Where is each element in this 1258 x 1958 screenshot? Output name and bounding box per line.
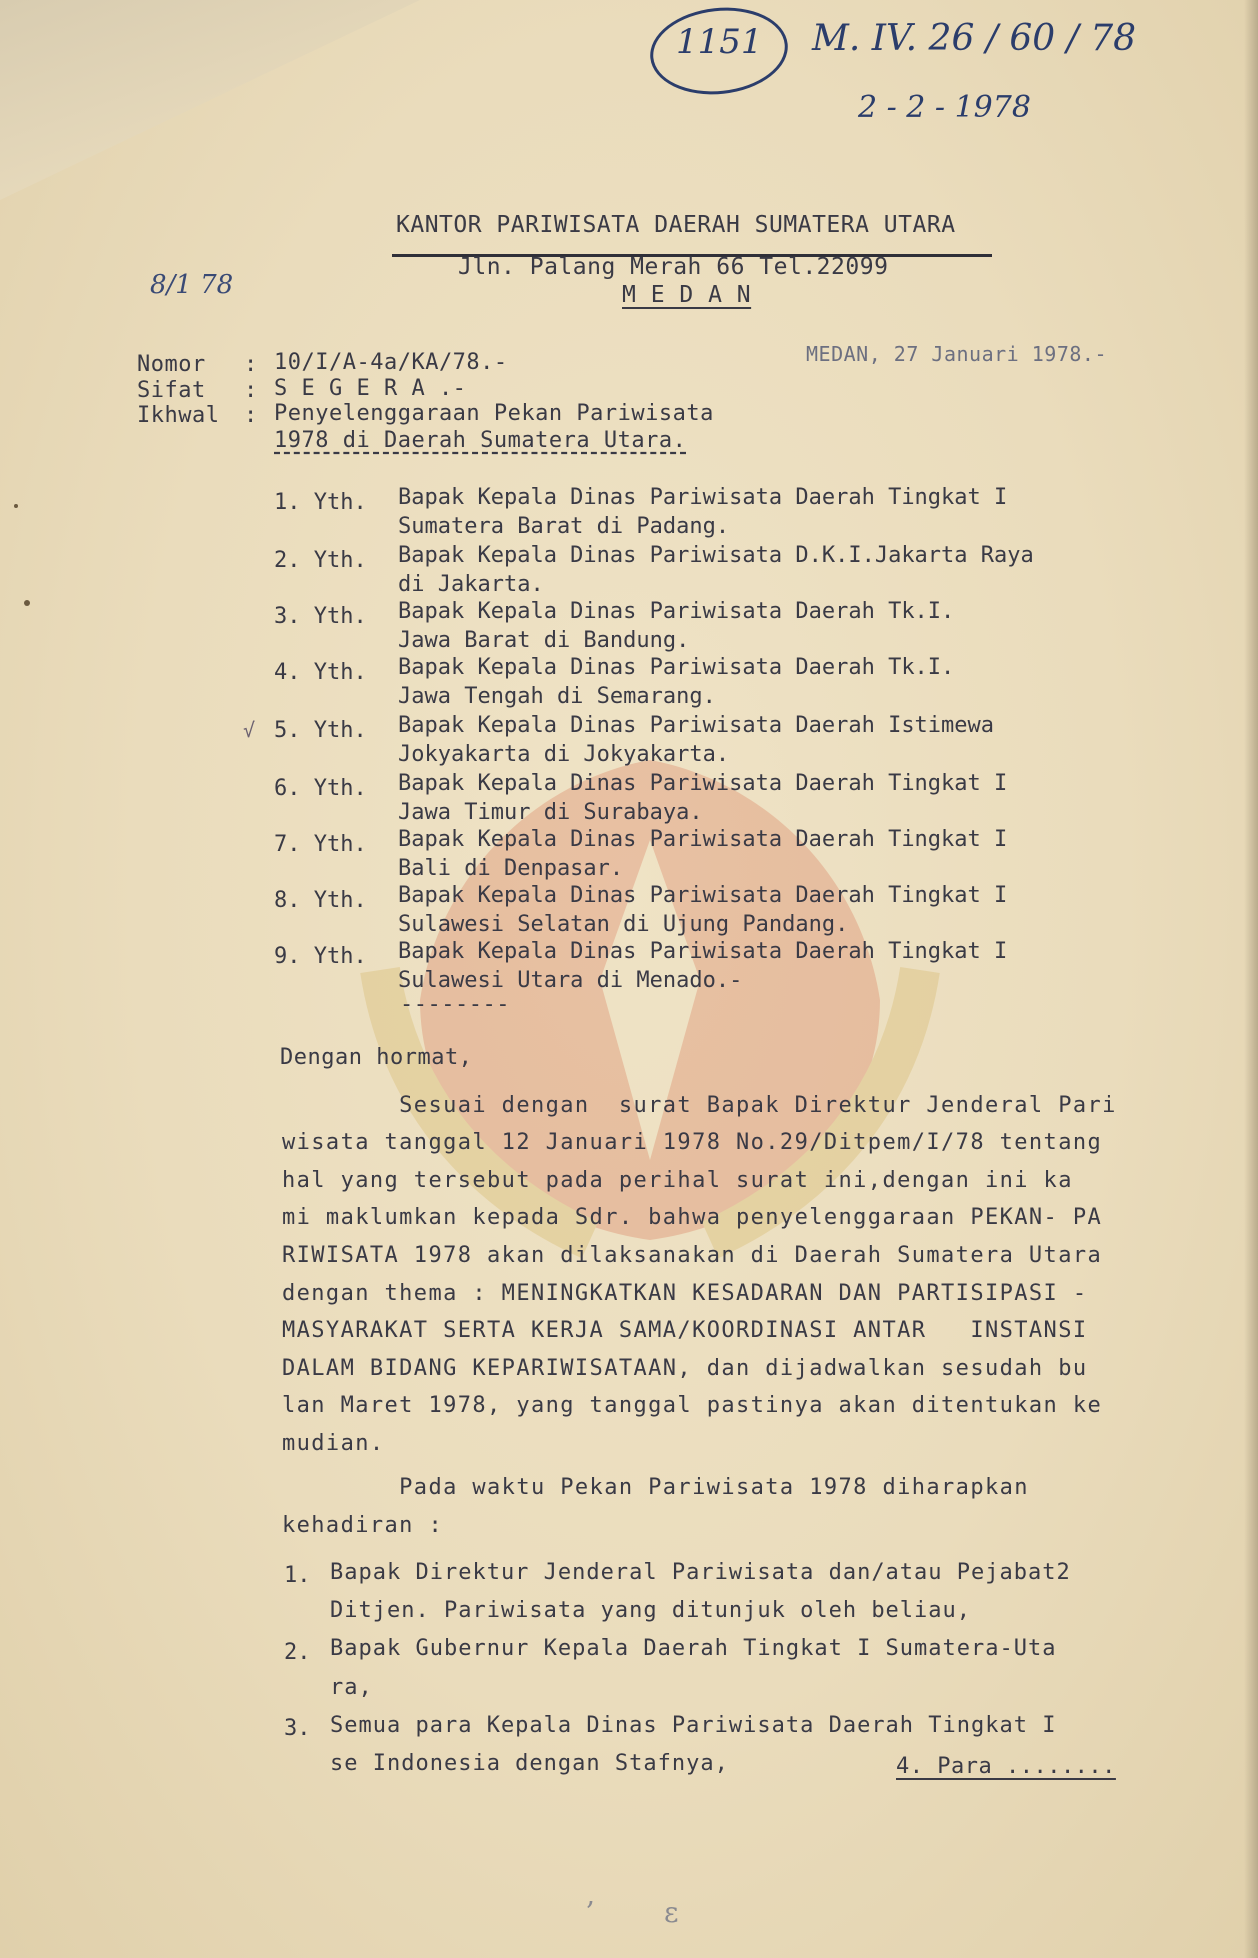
paper-speck: [24, 600, 30, 606]
office-name: KANTOR PARIWISATA DAERAH SUMATERA UTARA: [396, 212, 956, 238]
recipient-address: [398, 483, 1007, 541]
recipient-address: [398, 653, 954, 711]
recipient-line2: Sulawesi Selatan di Ujung Pandang.: [398, 912, 849, 937]
sifat-value: S E G E R A .-: [274, 376, 467, 401]
attendee-number: 3.: [284, 1716, 311, 1741]
recipient-number: 6. Yth.: [274, 776, 367, 801]
recipient-line1: Bapak Kepala Dinas Pariwisata D.K.I.Jakarta Raya: [398, 543, 1034, 568]
attendee-line2: Ditjen. Pariwisata yang ditunjuk oleh beliau,: [330, 1598, 972, 1623]
recipient-line1: Bapak Kepala Dinas Pariwisata Daerah Tingkat I: [398, 939, 1008, 964]
ikhwal-label: Ikhwal: [137, 403, 220, 428]
body-line: MASYARAKAT SERTA KERJA SAMA/KOORDINASI ANTAR INSTANSI: [282, 1318, 1088, 1343]
recipient-number: 2. Yth.: [274, 548, 367, 573]
recipient-address: [398, 711, 994, 769]
body-line: lan Maret 1978, yang tanggal pastinya akan ditentukan ke: [282, 1393, 1103, 1418]
attendee-line1: Bapak Direktur Jenderal Pariwisata dan/atau Pejabat2: [330, 1560, 1071, 1585]
sifat-colon: :: [244, 378, 258, 403]
ink-smudge: ‚: [586, 1878, 595, 1911]
body-line: dengan thema : MENINGKATKAN KESADARAN DAN PARTISIPASI -: [282, 1281, 1088, 1306]
recipient-address: [398, 769, 1007, 827]
nomor-label: Nomor: [137, 352, 206, 377]
attendee-number: 2.: [284, 1640, 311, 1665]
body-line: Sesuai dengan surat Bapak Direktur Jenderal Pari: [282, 1093, 1117, 1118]
recipient-number: 1. Yth.: [274, 490, 367, 515]
body-line: DALAM BIDANG KEPARIWISATAAN, dan dijadwalkan sesudah bu: [282, 1356, 1088, 1381]
recipient-address: [398, 541, 1034, 599]
recipient-address: [398, 825, 1007, 883]
sifat-label: Sifat: [137, 378, 206, 403]
handwritten-ref-number: 1151: [676, 22, 763, 62]
nomor-colon: :: [244, 352, 258, 377]
nomor-value: 10/I/A-4a/KA/78.-: [274, 350, 508, 375]
body-line: mi maklumkan kepada Sdr. bahwa penyelenggaraan PEKAN- PA: [282, 1205, 1103, 1230]
body-line: RIWISATA 1978 akan dilaksanakan di Daerah Sumatera Utara: [282, 1243, 1103, 1268]
ikhwal-value-2: 1978 di Daerah Sumatera Utara.: [274, 428, 687, 453]
recipient-line2: Jawa Barat di Bandung.: [398, 628, 690, 653]
recipient-number: 4. Yth.: [274, 660, 367, 685]
attendee-number: 1.: [284, 1563, 311, 1588]
recipient-line1: Bapak Kepala Dinas Pariwisata Daerah Tingkat I: [398, 827, 1008, 852]
attendee-line1: Bapak Gubernur Kepala Daerah Tingkat I Sumatera-Uta: [330, 1636, 1057, 1661]
recipient-line1: Bapak Kepala Dinas Pariwisata Daerah Tingkat I: [398, 485, 1008, 510]
handwritten-date: 2 - 2 - 1978: [858, 90, 1031, 125]
recipient-line2: Sumatera Barat di Padang.: [398, 514, 730, 539]
body-line: Pada waktu Pekan Pariwisata 1978 diharapkan: [282, 1475, 1029, 1500]
office-address: Jln. Palang Merah 66 Tel.22099: [458, 254, 889, 280]
attendee-line2: se Indonesia dengan Stafnya,: [330, 1751, 729, 1776]
recipient-number: 8. Yth.: [274, 888, 367, 913]
continuation-marker: 4. Para ........: [896, 1754, 1116, 1779]
handwritten-ref-code: M. IV. 26 / 60 / 78: [812, 18, 1137, 59]
recipient-line1: Bapak Kepala Dinas Pariwisata Daerah Istimewa: [398, 713, 995, 738]
paper-speck: [14, 504, 18, 508]
recipient-line1: Bapak Kepala Dinas Pariwisata Daerah Tk.I.: [398, 655, 955, 680]
body-line: wisata tanggal 12 Januari 1978 No.29/Ditpem/I/78 tentang: [282, 1130, 1103, 1155]
recipient-number: 9. Yth.: [274, 944, 367, 969]
recipient-line1: Bapak Kepala Dinas Pariwisata Daerah Tingkat I: [398, 771, 1008, 796]
body-line: kehadiran :: [282, 1513, 444, 1538]
recipient-number: 3. Yth.: [274, 604, 367, 629]
office-city: M E D A N: [622, 282, 752, 308]
recipient-line1: Bapak Kepala Dinas Pariwisata Daerah Tk.I.: [398, 599, 955, 624]
recipient-line2: di Jakarta.: [398, 572, 544, 597]
recipient-line2: Jawa Timur di Surabaya.: [398, 800, 703, 825]
recipient-line1: Bapak Kepala Dinas Pariwisata Daerah Tingkat I: [398, 883, 1008, 908]
recipient-line2: Jawa Tengah di Semarang.: [398, 684, 716, 709]
ikhwal-value-1: Penyelenggaraan Pekan Pariwisata: [274, 401, 714, 426]
letter-date: MEDAN, 27 Januari 1978.-: [806, 342, 1107, 366]
recipient-line2: Sulawesi Utara di Menado.-: [398, 968, 743, 993]
checkmark-icon: √: [243, 718, 256, 742]
ikhwal-colon: :: [244, 403, 258, 428]
recipient-address: [398, 597, 954, 655]
paper-corner-fold: [0, 0, 420, 200]
body-line: hal yang tersebut pada perihal surat ini,dengan ini ka: [282, 1168, 1073, 1193]
recipients-end-rule: --------: [400, 992, 510, 1017]
recipient-line2: Bali di Denpasar.: [398, 856, 624, 881]
recipient-number: 7. Yth.: [274, 832, 367, 857]
handwritten-margin-note: 8/1 78: [150, 270, 234, 300]
recipient-number: 5. Yth.: [274, 718, 367, 743]
salutation: Dengan hormat,: [280, 1045, 473, 1070]
recipient-line2: Jokyakarta di Jokyakarta.: [398, 742, 730, 767]
attendee-line1: Semua para Kepala Dinas Pariwisata Daerah Tingkat I: [330, 1713, 1057, 1738]
attendee-line2: ra,: [330, 1675, 373, 1700]
paper-edge-shadow: [1244, 0, 1258, 1958]
recipient-address: [398, 881, 1007, 939]
recipient-address: [398, 937, 1007, 995]
ink-smudge: ɛ: [664, 1896, 679, 1929]
body-line: mudian.: [282, 1431, 385, 1456]
